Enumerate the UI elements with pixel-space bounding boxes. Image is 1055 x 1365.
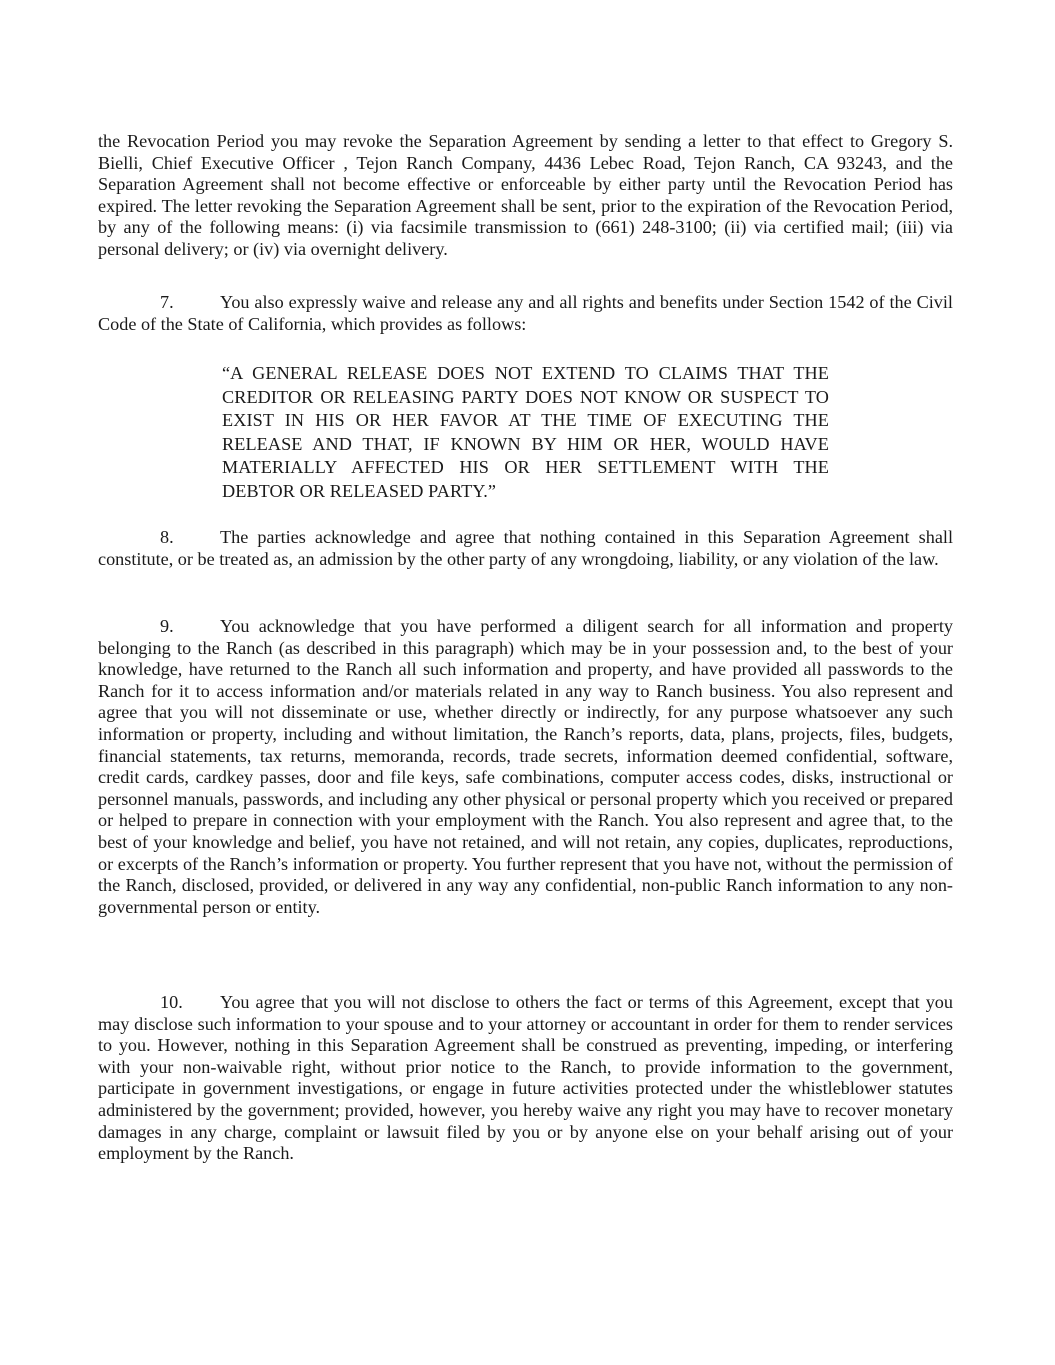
section-9 — [98, 616, 953, 918]
section-text: You agree that you will not disclose to others the fact or terms of this Agreement, except that you may disclose such information to your spouse and to your attorney or accountant in order for them to render services to you. However, nothing in this Separation Agreement shall be construed as preventing, impeding, or interfering with your non-waivable right, without prior notice to the Ranch, to provide information to the government, participate in government investigations, or engage in future activities protected under the whistleblower statutes administered by the government; provided, however, you hereby waive any right you may have to recover monetary damages in any charge, complaint or lawsuit filed by you or by anyone else on your behalf arising out of your employment by the Ranch. — [98, 992, 953, 1164]
section-8 — [98, 527, 953, 570]
intro-paragraph: the Revocation Period you may revoke the Separation Agreement by sending a letter to that effect to Gregory S. Bielli, Chief Executive Officer , Tejon Ranch Company, 4436 Lebec Road, Tejon Ranch, CA 93243, and the Separation Agreement shall not become effective or enforceable by either party until the Revocation Period has expired. The letter revoking the Separation Agreement shall be sent, prior to the expiration of the Revocation Period, by any of the following means: (i) via facsimile transmission to (661) 248-3100; (ii) via certified mail; (iii) via personal delivery; or (iv) via overnight delivery. — [98, 131, 953, 259]
section-number: 9. — [160, 616, 174, 636]
section-text: You acknowledge that you have performed a diligent search for all information and property belonging to the Ranch (as described in this paragraph) which may be in your possession and, to the best of your knowledge, have returned to the Ranch all such information and property, and have provided all passwords to the Ranch for it to access information and/or materials related in any way to Ranch business. You also represent and agree that you will not disseminate or use, whether directly or indirectly, for any purpose whatsoever any such information or property, including and without limitation, the Ranch’s reports, data, plans, projects, files, budgets, financial statements, tax returns, memoranda, records, trade secrets, information deemed confidential, software, credit cards, cardkey passes, door and file keys, safe combinations, computer access codes, disks, instructional or personnel manuals, passwords, and including any other physical or personal property which you received or prepared or helped to prepare in connection with your employment with the Ranch. You also represent and agree that, to the best of your knowledge and belief, you have not retained, and will not retain, any copies, duplicates, reproductions, or excerpts of the Ranch’s information or property. You further represent that you have not, without the permission of the Ranch, disclosed, provided, or delivered in any way any confidential, non-public Ranch information to any non-governmental person or entity. — [98, 616, 953, 917]
section-number: 8. — [160, 527, 174, 547]
section-number: 7. — [160, 292, 174, 312]
civil-code-quote: “A GENERAL RELEASE DOES NOT EXTEND TO CLAIMS THAT THE CREDITOR OR RELEASING PARTY DOES NOT KNOW OR SUSPECT TO EXIST IN HIS OR HER FAVOR AT THE TIME OF EXECUTING THE RELEASE AND THAT, IF KNOWN BY HIM OR HER, WOULD HAVE MATERIALLY AFFECTED HIS OR HER SETTLEMENT WITH THE DEBTOR OR RELEASED PARTY.” — [222, 363, 829, 501]
section-text: You also expressly waive and release any and all rights and benefits under Section 1542 of the Civil Code of the State of California, which provides as follows: — [98, 292, 953, 334]
section-7 — [98, 292, 953, 335]
section-number: 10. — [160, 992, 183, 1012]
section-10 — [98, 992, 953, 1165]
section-text: The parties acknowledge and agree that nothing contained in this Separation Agreement shall constitute, or be treated as, an admission by the other party of any wrongdoing, liability, or any violation of the law. — [98, 527, 953, 569]
